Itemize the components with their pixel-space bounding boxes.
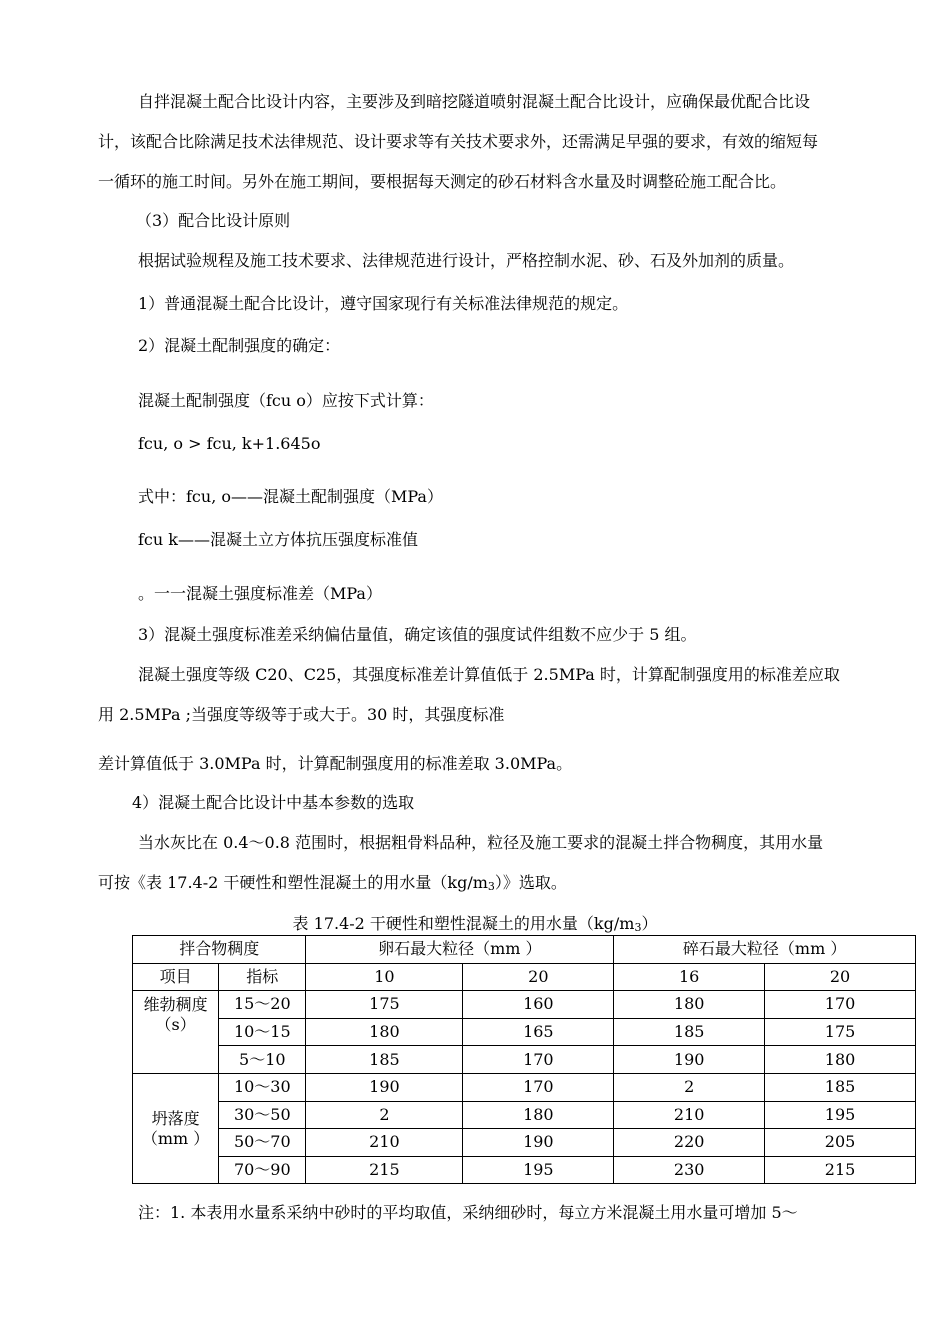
paragraph-line: 差计算值低于 3.0MPa 时，计算配制强度用的标准差取 3.0MPa。 bbox=[98, 754, 573, 773]
table-row bbox=[133, 1129, 916, 1157]
paragraph-line: 一循环的施工时间。另外在施工期间，要根据每天测定的砂石材料含水量及时调整砼施工配合比。 bbox=[98, 172, 787, 191]
table-row bbox=[133, 1046, 916, 1074]
table-cell: 190 bbox=[306, 1073, 463, 1101]
table-cell: 30〜50 bbox=[219, 1101, 306, 1129]
table-row bbox=[133, 1073, 916, 1101]
table-cell: 2 bbox=[614, 1073, 765, 1101]
table-cell: 180 bbox=[463, 1101, 614, 1129]
table-cell: 210 bbox=[306, 1129, 463, 1157]
table-cell: 170 bbox=[463, 1046, 614, 1074]
paragraph-line: 自拌混凝土配合比设计内容，主要涉及到暗挖隧道喷射混凝土配合比设计，应确保最优配合比设 bbox=[138, 92, 811, 111]
table-header-row bbox=[133, 963, 916, 991]
header-cell: 拌合物稠度 bbox=[133, 936, 306, 964]
table-header-row bbox=[133, 936, 916, 964]
table-cell: 180 bbox=[306, 1018, 463, 1046]
table-cell: 190 bbox=[614, 1046, 765, 1074]
table-cell: 180 bbox=[614, 991, 765, 1019]
header-cell: 指标 bbox=[219, 963, 306, 991]
table-cell: 220 bbox=[614, 1129, 765, 1157]
table-cell: 215 bbox=[765, 1156, 916, 1184]
paragraph-line: fcu k——混凝土立方体抗压强度标准值 bbox=[138, 530, 418, 549]
table-cell: 215 bbox=[306, 1156, 463, 1184]
table-cell: 230 bbox=[614, 1156, 765, 1184]
table-cell: 175 bbox=[306, 991, 463, 1019]
paragraph-line: 式中：fcu, o——混凝土配制强度（MPa） bbox=[138, 487, 443, 506]
table-cell: 10〜30 bbox=[219, 1073, 306, 1101]
group-label-slump: 坍落度 （mm ） bbox=[133, 1073, 219, 1183]
table-cell: 185 bbox=[765, 1073, 916, 1101]
table-cell: 2 bbox=[306, 1101, 463, 1129]
paragraph-line: 用 2.5MPa ;当强度等级等于或大于。30 时，其强度标准 bbox=[98, 705, 505, 724]
table-cell: 205 bbox=[765, 1129, 916, 1157]
table-cell: 50〜70 bbox=[219, 1129, 306, 1157]
table-cell: 185 bbox=[614, 1018, 765, 1046]
table-cell: 210 bbox=[614, 1101, 765, 1129]
table-cell: 15〜20 bbox=[219, 991, 306, 1019]
table-cell: 180 bbox=[765, 1046, 916, 1074]
header-cell: 卵石最大粒径（mm ） bbox=[306, 936, 614, 964]
table-cell: 70〜90 bbox=[219, 1156, 306, 1184]
paragraph-line: 混凝土强度等级 C20、C25，其强度标准差计算值低于 2.5MPa 时，计算配制强度用的标准差应取 bbox=[138, 665, 840, 684]
group-label-vebe: 维勃稠度 （s） bbox=[133, 991, 219, 1074]
table-row bbox=[133, 1156, 916, 1184]
paragraph-line: 3）混凝土强度标准差采纳偏估量值，确定该值的强度试件组数不应少于 5 组。 bbox=[138, 625, 697, 644]
table-cell: 175 bbox=[765, 1018, 916, 1046]
table-cell: 170 bbox=[463, 1073, 614, 1101]
header-cell: 20 bbox=[463, 963, 614, 991]
table-caption: 表 17.4-2 干硬性和塑性混凝土的用水量$(kg/m_3)$ bbox=[292, 914, 658, 934]
paragraph-line: 根据试验规程及施工技术要求、法律规范进行设计，严格控制水泥、砂、石及外加剂的质量。 bbox=[138, 251, 795, 270]
paragraph-line: 可按《表 17.4-2 干硬性和塑性混凝土的用水量$(kg/m_3)$》选取。 bbox=[98, 873, 567, 893]
water-usage-table bbox=[132, 935, 916, 1184]
table-row bbox=[133, 1101, 916, 1129]
paragraph-line: 计，该配合比除满足技术法律规范、设计要求等有关技术要求外，还需满足早强的要求，有效的缩短每 bbox=[98, 132, 819, 151]
paragraph-line: 当水灰比在 0.4〜0.8 范围时，根据粗骨料品种，粒径及施工要求的混凝土拌合物稠度，其用水量 bbox=[138, 833, 824, 852]
header-cell: 20 bbox=[765, 963, 916, 991]
table-cell: 170 bbox=[765, 991, 916, 1019]
table-cell: 185 bbox=[306, 1046, 463, 1074]
header-cell: 碎石最大粒径（mm ） bbox=[614, 936, 916, 964]
table-cell: 195 bbox=[765, 1101, 916, 1129]
paragraph-line: 混凝土配制强度（fcu o）应按下式计算： bbox=[138, 391, 434, 410]
section-heading: 4）混凝土配合比设计中基本参数的选取 bbox=[132, 793, 415, 812]
table-row bbox=[133, 991, 916, 1019]
table-cell: 160 bbox=[463, 991, 614, 1019]
table-cell: 195 bbox=[463, 1156, 614, 1184]
table-cell: 10〜15 bbox=[219, 1018, 306, 1046]
header-cell: 项目 bbox=[133, 963, 219, 991]
paragraph-line: 。一一混凝土强度标准差（MPa） bbox=[138, 584, 382, 603]
table-note: 注：1. 本表用水量系采纳中砂时的平均取值，采纳细砂时，每立方米混凝土用水量可增加 5〜 bbox=[138, 1203, 798, 1222]
header-cell: 10 bbox=[306, 963, 463, 991]
header-cell: 16 bbox=[614, 963, 765, 991]
paragraph-line: 2）混凝土配制强度的确定： bbox=[138, 336, 341, 355]
section-heading: （3）配合比设计原则 bbox=[136, 211, 291, 230]
table-cell: 5〜10 bbox=[219, 1046, 306, 1074]
formula: fcu, o > fcu, k+1.645o bbox=[138, 434, 321, 453]
paragraph-line: 1）普通混凝土配合比设计，遵守国家现行有关标准法律规范的规定。 bbox=[138, 294, 629, 313]
table-cell: 190 bbox=[463, 1129, 614, 1157]
table-cell: 165 bbox=[463, 1018, 614, 1046]
table-row bbox=[133, 1018, 916, 1046]
